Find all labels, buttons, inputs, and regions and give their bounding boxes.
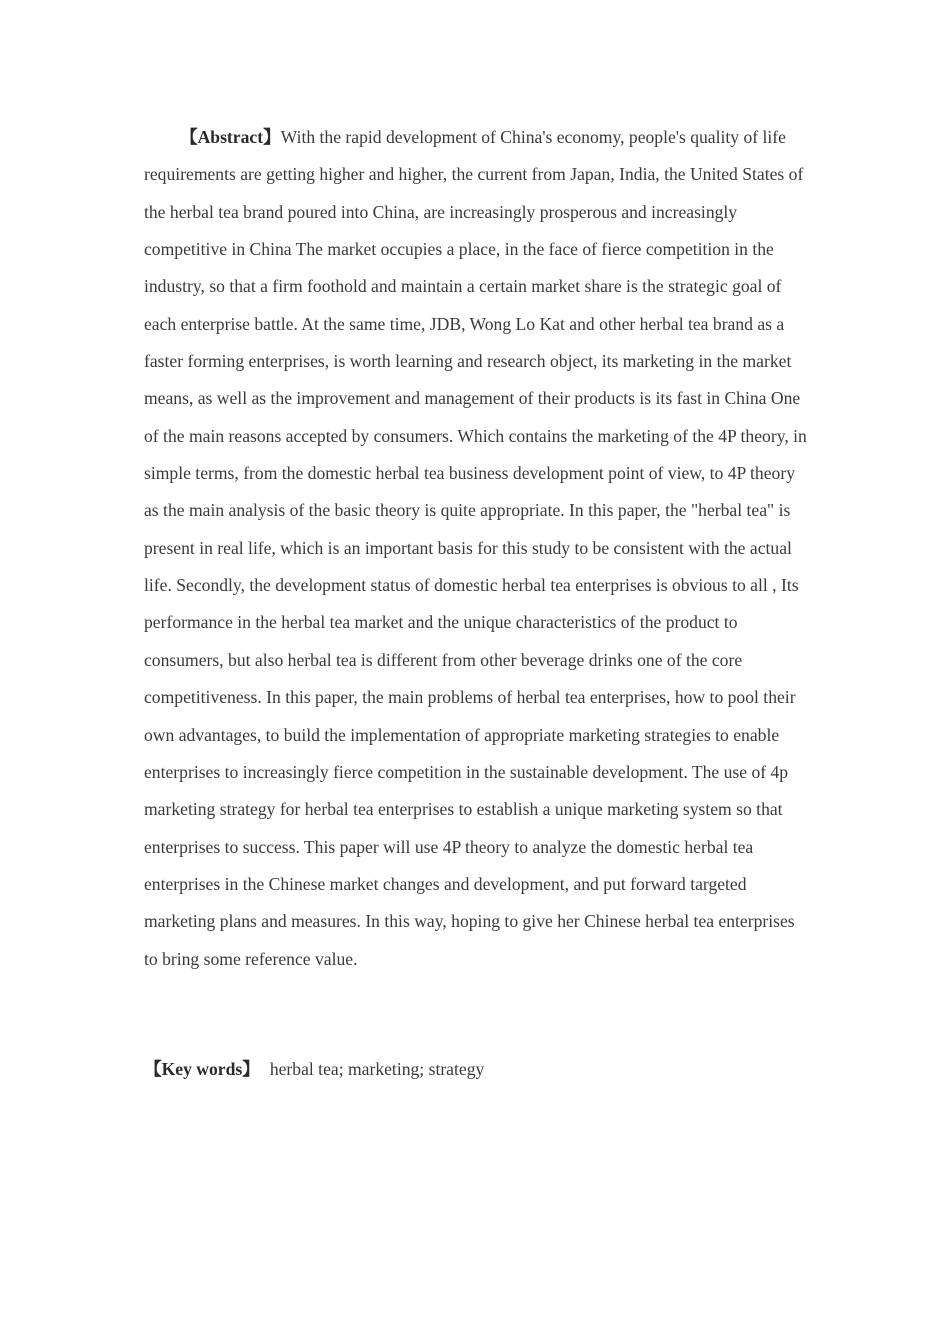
- abstract-label: 【Abstract】: [180, 127, 281, 147]
- abstract-paragraph: [144, 119, 808, 978]
- keywords-line: [144, 1051, 808, 1088]
- keywords-text: herbal tea; marketing; strategy: [269, 1059, 485, 1079]
- abstract-text: With the rapid development of China's economy, people's quality of life requirements are getting higher and higher, the current from Japan, India, the United States of the herbal tea brand poured into China, are increasingly prosperous and increasingly competitive in China The market occupies a place, in the face of fierce competition in the industry, so that a firm foothold and maintain a certain market share is the strategic goal of each enterprise battle. At the same time, JDB, Wong Lo Kat and other herbal tea brand as a faster forming enterprises, is worth learning and research object, its marketing in the market means, as well as the improvement and management of their products is its fast in China One of the main reasons accepted by consumers. Which contains the marketing of the 4P theory, in simple terms, from the domestic herbal tea business development point of view, to 4P theory as the main analysis of the basic theory is quite appropriate. In this paper, the "herbal tea" is present in real life, which is an important basis for this study to be consistent with the actual life. Secondly, the development status of domestic herbal tea enterprises is obvious to all , Its performance in the herbal tea market and the unique characteristics of the product to consumers, but also herbal tea is different from other beverage drinks one of the core competitiveness. In this paper, the main problems of herbal tea enterprises, how to pool their own advantages, to build the implementation of appropriate marketing strategies to enable enterprises to increasingly fierce competition in the sustainable development. The use of 4p marketing strategy for herbal tea enterprises to establish a unique marketing system so that enterprises to success. This paper will use 4P theory to analyze the domestic herbal tea enterprises in the Chinese market changes and development, and put forward targeted marketing plans and measures. In this way, hoping to give her Chinese herbal tea enterprises to bring some reference value.: [144, 127, 807, 969]
- keywords-label: 【Key words】: [144, 1059, 260, 1079]
